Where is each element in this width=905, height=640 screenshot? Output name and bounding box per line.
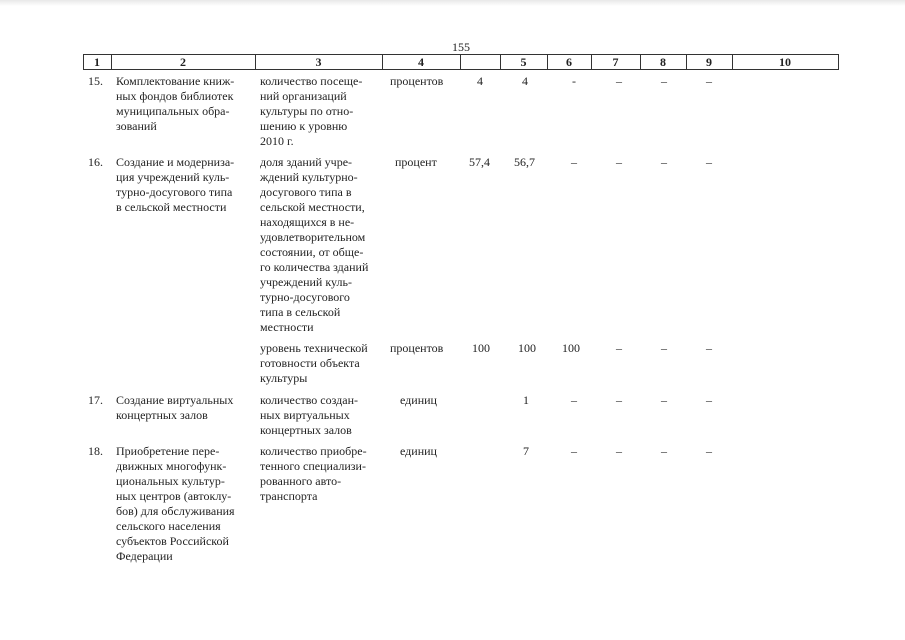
indicator-line: количество создан- [260, 393, 358, 407]
value-col-4: 100 [472, 341, 490, 355]
value-col-9: – [706, 393, 712, 407]
value-col-9: – [706, 74, 712, 88]
row-name-line: зований [116, 119, 157, 133]
row-name-line: Комплектование книж- [116, 74, 235, 88]
header-col-9: 9 [706, 55, 712, 69]
row-number: 18. [88, 444, 103, 458]
value-col-6: 100 [562, 341, 580, 355]
indicator-line: ний организаций [260, 89, 347, 103]
row-name-line: бов) для обслуживания [116, 504, 235, 518]
unit: единиц [400, 444, 437, 458]
value-col-4: 57,4 [469, 155, 490, 169]
unit: процент [395, 155, 437, 169]
header-col-5: 5 [520, 55, 527, 69]
indicator-line: удовлетворительном [260, 230, 366, 244]
value-col-7: – [616, 74, 622, 88]
indicator-line: культуры по отно- [260, 104, 354, 118]
row-number: 16. [88, 155, 103, 169]
row-name-line: муниципальных обра- [116, 104, 230, 118]
header-col-1: 1 [94, 55, 100, 69]
header-col-2: 2 [180, 55, 186, 69]
value-col-9: – [706, 155, 712, 169]
row-number: 15. [88, 74, 103, 88]
indicator-line: типа в сельской [260, 305, 341, 319]
value-col-8: – [661, 341, 667, 355]
indicator-line: ных виртуальных [260, 408, 350, 422]
value-col-8: – [661, 393, 667, 407]
header-col-4: 4 [418, 55, 424, 69]
unit: единиц [400, 393, 437, 407]
indicator-line: шению к уровню [260, 119, 348, 133]
value-col-8: – [661, 155, 667, 169]
row-name-line: циональных культур- [116, 474, 225, 488]
row-name-line: субъектов Российской [116, 534, 229, 548]
indicator-line: количество посеще- [260, 74, 363, 88]
value-col-4: 4 [477, 74, 483, 88]
value-col-5: 4 [522, 74, 528, 88]
indicator-line: учреждений куль- [260, 275, 352, 289]
indicator-line: количество приобре- [260, 444, 367, 458]
row-name-line: концертных залов [116, 408, 208, 422]
row-name-line: сельского населения [116, 519, 221, 533]
indicator-line: ждений культурно- [260, 170, 358, 184]
row-name-line: Создание и модерниза- [116, 155, 235, 169]
row-name-line: ция учреждений куль- [116, 170, 230, 184]
unit: процентов [390, 341, 444, 355]
value-col-5: 100 [518, 341, 536, 355]
indicator-line: 2010 г. [260, 134, 294, 148]
value-col-8: – [661, 74, 667, 88]
value-col-6: – [571, 155, 577, 169]
value-col-9: – [706, 444, 712, 458]
header-col-6: 6 [566, 55, 572, 69]
indicator-line: турно-досугового [260, 290, 350, 304]
indicator-line: уровень технической [260, 341, 368, 355]
indicator-line: рованного авто- [260, 474, 342, 488]
row-name-line: движных многофунк- [116, 459, 227, 473]
header-col-3: 3 [315, 55, 322, 69]
page-number: 155 [452, 40, 470, 54]
value-col-7: – [616, 155, 622, 169]
indicator-line: местности [260, 320, 314, 334]
indicator-line: тенного специализи- [260, 459, 366, 473]
value-col-6: – [571, 444, 577, 458]
value-col-7: – [616, 393, 622, 407]
row-name-line: Создание виртуальных [116, 393, 234, 407]
header-col-10: 10 [779, 55, 791, 69]
value-col-6: – [571, 393, 577, 407]
indicator-line: концертных залов [260, 423, 352, 437]
row-name-line: ных фондов библиотек [116, 89, 234, 103]
indicator-line: доля зданий учре- [260, 155, 353, 169]
value-col-6: - [572, 74, 576, 88]
indicator-line: культуры [260, 371, 308, 385]
indicator-line: находящихся в не- [260, 215, 355, 229]
indicator-line: транспорта [260, 489, 318, 503]
value-col-5: 56,7 [514, 155, 535, 169]
unit: процентов [390, 74, 444, 88]
value-col-7: – [616, 341, 622, 355]
indicator-line: го количества зданий [260, 260, 369, 274]
header-divider [838, 54, 839, 70]
value-col-5: 7 [523, 444, 529, 458]
value-col-8: – [661, 444, 667, 458]
indicator-line: досугового типа в [260, 185, 352, 199]
row-name-line: Федерации [116, 549, 173, 563]
header-col-8: 8 [660, 55, 666, 69]
indicator-line: сельской местности, [260, 200, 365, 214]
indicator-line: готовности объекта [260, 356, 360, 370]
row-name-line: ных центров (автоклу- [116, 489, 232, 503]
row-number: 17. [88, 393, 103, 407]
header-col-blank [460, 55, 500, 69]
value-col-7: – [616, 444, 622, 458]
value-col-5: 1 [523, 393, 529, 407]
header-col-7: 7 [612, 55, 619, 69]
indicator-line: состоянии, от обще- [260, 245, 364, 259]
row-name-line: в сельской местности [116, 200, 227, 214]
value-col-9: – [706, 341, 712, 355]
row-name-line: турно-досугового типа [116, 185, 233, 199]
scan-edge [0, 0, 905, 6]
row-name-line: Приобретение пере- [116, 444, 220, 458]
